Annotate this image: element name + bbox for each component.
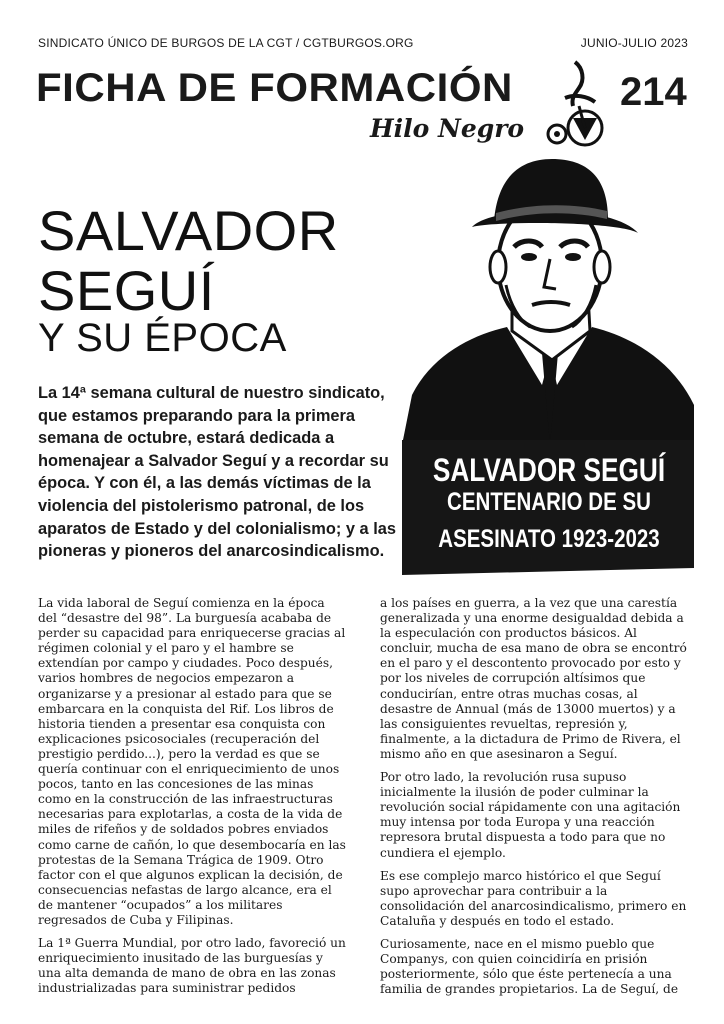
title-line-2: SEGUÍ bbox=[38, 259, 215, 322]
body-paragraph: Es ese complejo marco histórico el que Seguí supo aprovechar para contribuir a la consolidación del anarcosindicalismo, primero en Cataluña y después en todo el estado. bbox=[380, 868, 687, 928]
hilo-negro-subtitle: Hilo Negro bbox=[370, 114, 525, 143]
issue-number: 214 bbox=[620, 70, 687, 114]
title-line-1: SALVADOR bbox=[38, 199, 339, 262]
banner-line-1: SALVADOR SEGUÍ bbox=[432, 452, 666, 488]
body-paragraph: Curiosamente, nace en el mismo pueblo que Companys, con quien coincidiría en prisión posteriormente, sólo que éste pertenecía a una familia de grandes propietarios. La de Seguí, de bbox=[380, 936, 679, 997]
ficha-title: FICHA DE FORMACIÓN bbox=[36, 66, 513, 110]
issue-date: JUNIO-JULIO 2023 bbox=[580, 36, 688, 50]
lead-paragraph: La 14ª semana cultural de nuestro sindicato, que estamos preparando para la primera semana de octubre, estará dedicada a homenajear a Salvador Seguí y a recordar su época. Y con él, a las demás víctimas de la violencia del pistolerismo patronal, de los aparatos de Estado y del colonialismo; y a las pioneras y pioneros del anarcosindicalismo. bbox=[38, 384, 396, 561]
body-column-left bbox=[38, 596, 346, 1004]
org-line: SINDICATO ÚNICO DE BURGOS DE LA CGT / CGTBURGOS.ORG bbox=[38, 36, 414, 50]
body-paragraph: La 1ª Guerra Mundial, por otro lado, favoreció un enriquecimiento inusitado de las burguesías y una alta demanda de mano de obra en las zonas industrializadas para suministrar pedidos bbox=[38, 936, 346, 996]
body-column-right bbox=[380, 596, 690, 1005]
banner-line-3: ASESINATO 1923-2023 bbox=[438, 525, 660, 553]
portrait-illustration bbox=[402, 155, 694, 445]
body-paragraph: a los países en guerra, a la vez que una carestía generalizada y una enorme desigualdad debida a la especulación con productos básicos. Al concluir, mucha de esa mano de obra se encontró en el paro y el descontento provocado por esto y por los niveles de corrupción altísimos que conducirían, entre otras muchas cosas, al desastre de Annual (más de 13000 muertos) y a las consiguientes revueltas, represión y, finalmente, a la dictadura de Primo de Rivera, el mismo año en que asesinaron a Seguí. bbox=[380, 596, 687, 761]
title-line-3: Y SU ÉPOCA bbox=[38, 316, 287, 360]
body-paragraph: Por otro lado, la revolución rusa supuso inicialmente la ilusión de poder culminar la revolución social rápidamente con una agitación muy intensa por toda Europa y una reacción represora brutal dispuesta a todo para que no cundiera el ejemplo. bbox=[380, 770, 681, 860]
hilo-negro-logo-icon bbox=[545, 58, 611, 148]
banner-line-2: CENTENARIO DE SU bbox=[447, 488, 651, 516]
body-paragraph: La vida laboral de Seguí comienza en la época del “desastre del 98”. La burguesía acababa de perder su capacidad para enriquecerse gracias al régimen colonial y el paro y el hambre se extendían por campo y ciudades. Poco después, varios hombres de negocios empezaron a organizarse y a presionar al estado para que se embarcara en la conquista del Rif. Los libros de historia tienden a presentar esa conquista con explicaciones psicosociales (recuperación del prestigio perdido...), pero la verdad es que se quería continuar con el enriquecimiento de unos pocos, tanto en las concesiones de las minas como en la construcción de las infraestructuras necesarias para explotarlas, a costa de la vida de miles de rifeños y de soldados pobres enviados como carne de cañón, lo que desembocaría en las protestas de la Semana Trágica de 1909. Otro factor con el que algunos explican la decisión, de consecuencias nefastas de largo alcance, era el de mantener “ocupados” a los militares regresados de Cuba y Filipinas. bbox=[38, 596, 346, 927]
